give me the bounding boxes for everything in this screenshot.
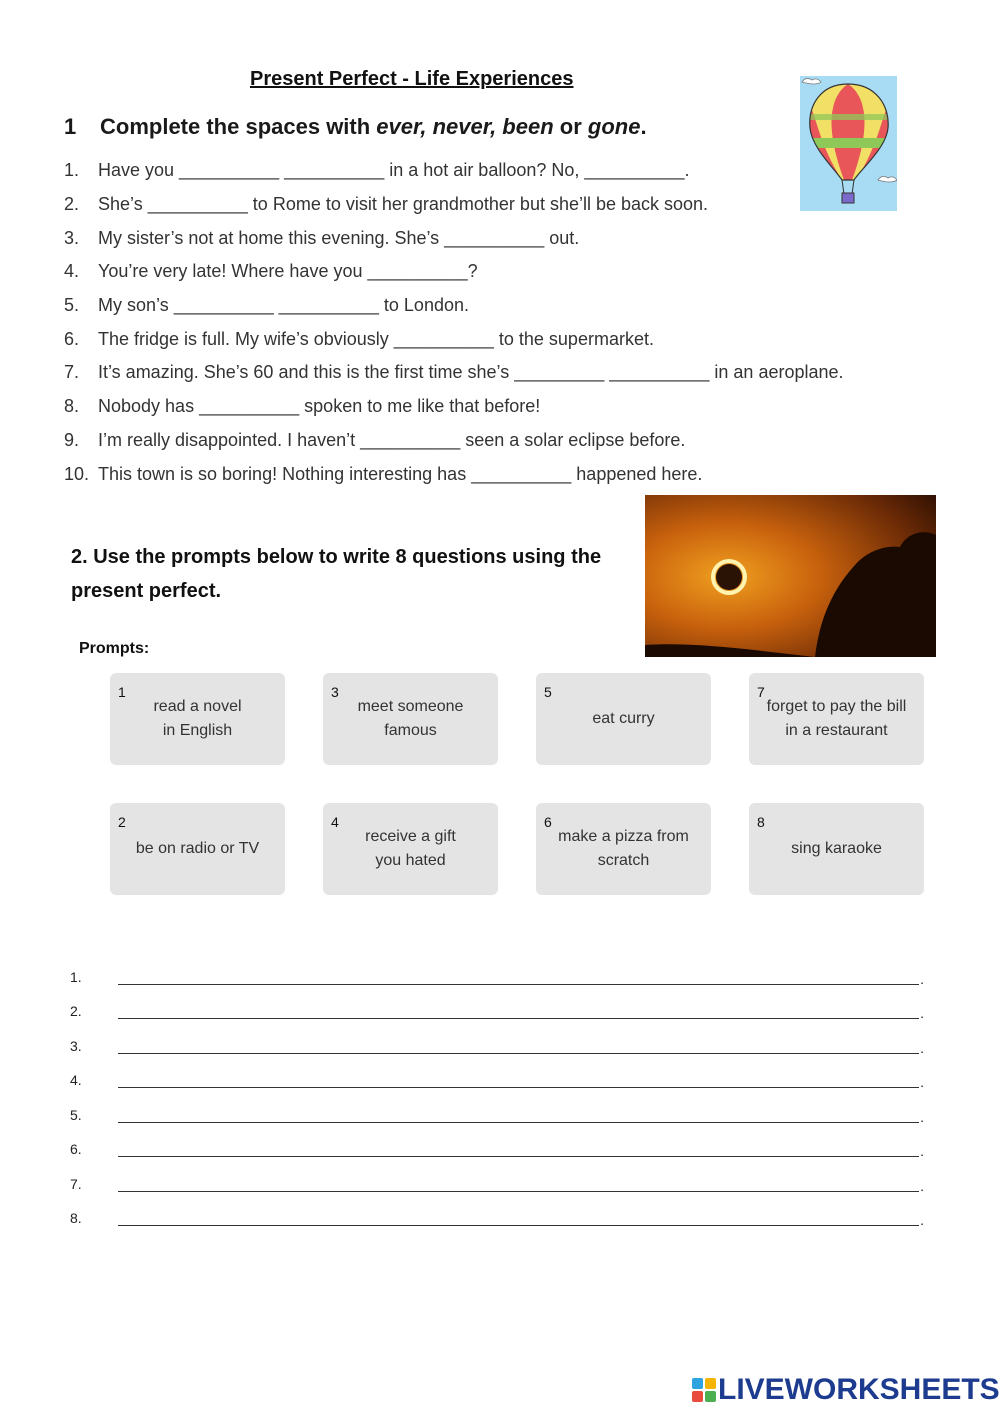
question-row <box>64 194 708 215</box>
answer-number: 6. <box>70 1141 82 1157</box>
prompt-number: 3 <box>331 684 339 700</box>
exercise1-period: . <box>640 114 647 139</box>
prompt-card <box>110 803 285 895</box>
prompt-line: eat curry <box>592 710 655 727</box>
question-number: 7. <box>64 362 80 382</box>
answer-line[interactable] <box>70 1210 930 1234</box>
question-number: 3. <box>64 228 80 248</box>
prompt-text <box>755 673 918 765</box>
exercise1-heading <box>64 114 647 140</box>
question-text: She’s __________ to Rome to visit her grandmother but she’ll be back soon. <box>98 194 709 214</box>
prompt-line: famous <box>384 722 437 739</box>
answer-number: 8. <box>70 1210 82 1226</box>
question-number: 10. <box>64 464 90 484</box>
answer-line[interactable] <box>70 1141 930 1165</box>
question-row <box>64 464 702 485</box>
prompt-line: be on radio or TV <box>135 840 260 857</box>
exercise1-keywords: ever, never, been <box>376 114 554 139</box>
question-row <box>64 160 690 181</box>
prompt-line: meet someone <box>357 698 464 715</box>
question-text: Have you __________ __________ in a hot air balloon? No, __________. <box>98 160 690 180</box>
prompt-text <box>329 803 492 895</box>
exercise2-heading: 2. Use the prompts below to write 8 questions using the present perfect. <box>71 546 602 602</box>
prompt-number: 4 <box>331 814 339 830</box>
prompt-number: 8 <box>757 814 765 830</box>
question-text: Nobody has __________ spoken to me like that before! <box>98 396 541 416</box>
prompt-line: make a pizza from <box>558 828 689 845</box>
question-number: 1. <box>64 160 80 180</box>
answer-underline[interactable] <box>118 984 919 985</box>
prompt-card <box>323 803 498 895</box>
prompt-card <box>536 803 711 895</box>
prompt-number: 2 <box>118 814 126 830</box>
prompt-number: 6 <box>544 814 552 830</box>
answer-underline[interactable] <box>118 1087 919 1088</box>
liveworksheets-logo <box>692 1373 1000 1407</box>
prompt-line: in a restaurant <box>785 722 888 739</box>
question-text: This town is so boring! Nothing interesting has __________ happened here. <box>98 464 703 484</box>
question-text: You’re very late! Where have you __________? <box>98 261 478 281</box>
answer-number: 7. <box>70 1176 82 1192</box>
question-row <box>64 261 478 282</box>
answer-period: . <box>920 1005 924 1021</box>
question-text: It’s amazing. She’s 60 and this is the first time she’s _________ __________ in an aeroplane. <box>98 362 844 382</box>
answer-underline[interactable] <box>118 1053 919 1054</box>
answer-number: 5. <box>70 1107 82 1123</box>
hot-air-balloon-image <box>800 76 897 211</box>
question-number: 6. <box>64 329 80 349</box>
prompt-number: 7 <box>757 684 765 700</box>
prompt-text <box>329 673 492 765</box>
question-row <box>64 362 844 383</box>
prompt-number: 5 <box>544 684 552 700</box>
question-row <box>64 430 685 451</box>
prompt-card <box>323 673 498 765</box>
answer-underline[interactable] <box>118 1156 919 1157</box>
answer-period: . <box>920 1178 924 1194</box>
prompt-card <box>536 673 711 765</box>
prompts-label: Prompts: <box>79 640 150 657</box>
answer-line[interactable] <box>70 1038 930 1062</box>
answer-line[interactable] <box>70 1003 930 1027</box>
answer-underline[interactable] <box>118 1018 919 1019</box>
question-text: My sister’s not at home this evening. She’s __________ out. <box>98 228 580 248</box>
answer-period: . <box>920 1109 924 1125</box>
prompt-line: sing karaoke <box>791 840 882 857</box>
answer-line[interactable] <box>70 1107 930 1131</box>
question-number: 5. <box>64 295 80 315</box>
answer-underline[interactable] <box>118 1225 919 1226</box>
answer-line[interactable] <box>70 1072 930 1096</box>
solar-eclipse-image <box>645 495 936 657</box>
prompt-line: in English <box>162 722 233 739</box>
answer-period: . <box>920 971 924 987</box>
answer-number: 3. <box>70 1038 82 1054</box>
page-title: Present Perfect - Life Experiences <box>250 68 574 90</box>
answer-number: 4. <box>70 1072 82 1088</box>
prompt-text <box>116 673 279 765</box>
answer-period: . <box>920 1040 924 1056</box>
prompt-line: forget to pay the bill <box>766 698 907 715</box>
question-row <box>64 295 469 316</box>
answer-underline[interactable] <box>118 1122 919 1123</box>
prompt-text <box>755 803 918 895</box>
answer-period: . <box>920 1074 924 1090</box>
answer-number: 2. <box>70 1003 82 1019</box>
prompt-text <box>116 803 279 895</box>
exercise1-number: 1 <box>64 114 77 139</box>
question-number: 8. <box>64 396 80 416</box>
prompt-line: scratch <box>597 852 650 869</box>
question-text: My son’s __________ __________ to London. <box>98 295 469 315</box>
liveworksheets-logo-icon <box>692 1377 716 1403</box>
question-row <box>64 329 654 350</box>
answer-line[interactable] <box>70 969 930 993</box>
answer-line[interactable] <box>70 1176 930 1200</box>
prompt-card <box>749 803 924 895</box>
answer-number: 1. <box>70 969 82 985</box>
answer-period: . <box>920 1212 924 1228</box>
question-row <box>64 396 540 417</box>
question-number: 4. <box>64 261 80 281</box>
prompt-text <box>542 803 705 895</box>
exercise1-keyword-gone: gone <box>587 114 641 139</box>
answer-underline[interactable] <box>118 1191 919 1192</box>
prompt-number: 1 <box>118 684 126 700</box>
answer-period: . <box>920 1143 924 1159</box>
liveworksheets-brand-text: LIVEWORKSHEETS <box>718 1373 1000 1406</box>
question-number: 2. <box>64 194 80 214</box>
prompt-card <box>749 673 924 765</box>
question-text: The fridge is full. My wife’s obviously __________ to the supermarket. <box>98 329 654 349</box>
question-number: 9. <box>64 430 80 450</box>
prompt-line: read a novel <box>153 698 242 715</box>
prompt-line: receive a gift <box>365 828 456 845</box>
question-row <box>64 228 579 249</box>
prompt-text <box>542 673 705 765</box>
question-text: I’m really disappointed. I haven’t __________ seen a solar eclipse before. <box>98 430 686 450</box>
prompt-line: you hated <box>375 852 446 869</box>
prompt-card <box>110 673 285 765</box>
exercise1-or: or <box>553 114 588 139</box>
exercise1-heading-text: Complete the spaces with <box>100 114 377 139</box>
